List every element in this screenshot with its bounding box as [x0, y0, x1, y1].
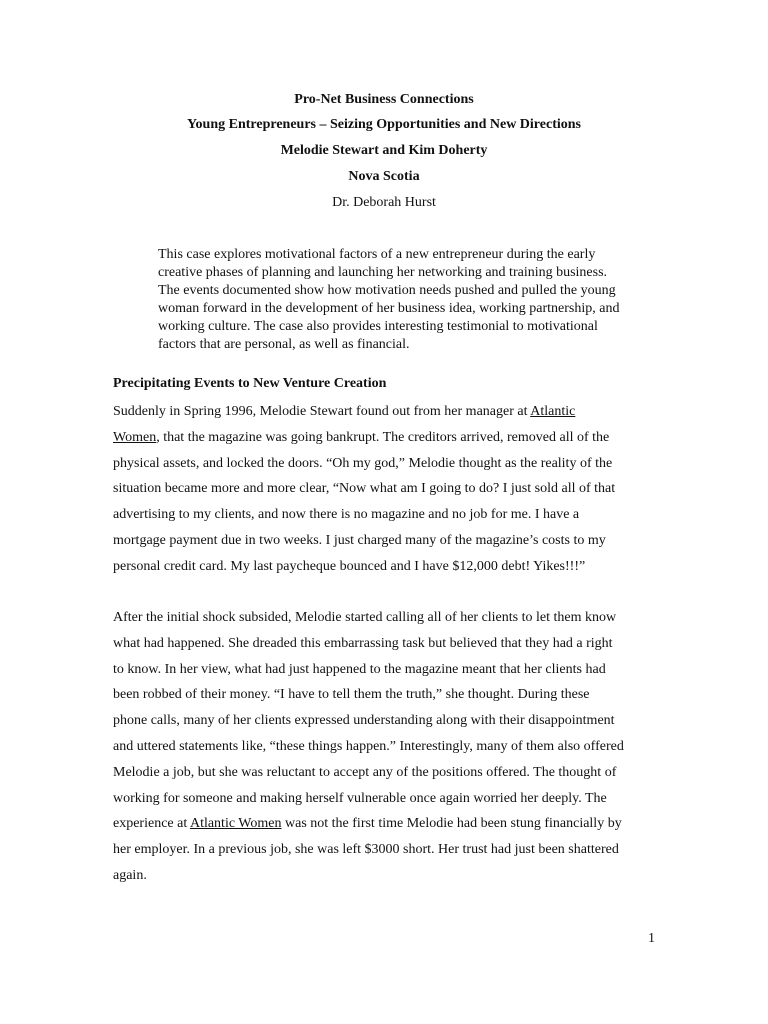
paragraph-line: working for someone and making herself vulnerable once again worried her deeply. The: [113, 790, 607, 806]
atlantic-women-link-cont: Women: [113, 429, 157, 445]
paragraph-line: again.: [113, 867, 147, 883]
abstract-line: The events documented show how motivation needs pushed and pulled the young: [158, 283, 616, 299]
title-subjects: Melodie Stewart and Kim Doherty: [280, 143, 488, 158]
paragraph-line: mortgage payment due in two weeks. I just charged many of the magazine’s costs to my: [113, 532, 606, 548]
abstract-line: factors that are personal, as well as financial.: [158, 337, 410, 353]
paragraph-line: [113, 425, 658, 451]
paragraph-line: [113, 399, 658, 425]
text-run: , that the magazine was going bankrupt. The creditors arrived, removed all of the: [156, 429, 610, 445]
author: Dr. Deborah Hurst: [332, 195, 436, 210]
paragraph-line: her employer. In a previous job, she was left $3000 short. Her trust had just been shattered: [113, 842, 619, 858]
paragraph-line: [113, 811, 658, 837]
abstract: [158, 246, 638, 355]
abstract-line: woman forward in the development of her business idea, working partnership, and: [158, 301, 620, 317]
paragraph-line: situation became more and more clear, “Now what am I going to do? I just sold all of that: [113, 481, 616, 497]
paragraph-line: what had happened. She dreaded this embarrassing task but believed that they had a right: [113, 635, 613, 651]
paragraph-line: and uttered statements like, “these things happen.” Interestingly, many of them also offered: [113, 738, 624, 754]
text-run: Suddenly in Spring 1996, Melodie Stewart found out from her manager at: [113, 404, 531, 419]
atlantic-women-link: Atlantic Women: [189, 816, 282, 832]
paragraph-line: physical assets, and locked the doors. “Oh my god,” Melodie thought as the reality of the: [113, 455, 613, 471]
paragraph-line: Melodie a job, but she was reluctant to accept any of the positions offered. The thought of: [113, 764, 617, 780]
abstract-line: working culture. The case also provides interesting testimonial to motivational: [158, 319, 598, 335]
abstract-line: creative phases of planning and launching her networking and training business.: [158, 265, 608, 281]
paragraph-line: personal credit card. My last paycheque bounced and I have $12,000 debt! Yikes!!!”: [113, 558, 586, 574]
text-run: was not the first time Melodie had been stung financially by: [281, 816, 622, 832]
abstract-line: This case explores motivational factors of a new entrepreneur during the early: [158, 247, 596, 262]
paragraph-line: to know. In her view, what had just happened to the magazine meant that her clients had: [113, 661, 606, 677]
paragraph-line: been robbed of their money. “I have to tell them the truth,” she thought. During these: [113, 687, 590, 703]
page-number: 1: [648, 931, 655, 946]
paragraph-2: [113, 605, 658, 889]
section-heading: Precipitating Events to New Venture Creation: [113, 376, 387, 391]
paragraph-1: [113, 399, 658, 580]
title-case: Young Entrepreneurs – Seizing Opportunities and New Directions: [187, 117, 581, 132]
paragraph-line: advertising to my clients, and now there is no magazine and no job for me. I have a: [113, 507, 580, 523]
paragraph-line: After the initial shock subsided, Melodie started calling all of her clients to let them know: [113, 610, 617, 625]
title-location: Nova Scotia: [348, 169, 420, 184]
paragraph-line: phone calls, many of her clients expressed understanding along with their disappointment: [113, 713, 615, 729]
atlantic-women-link: Atlantic: [530, 404, 576, 419]
text-run: experience at: [113, 816, 190, 832]
title-organization: Pro-Net Business Connections: [294, 92, 474, 107]
